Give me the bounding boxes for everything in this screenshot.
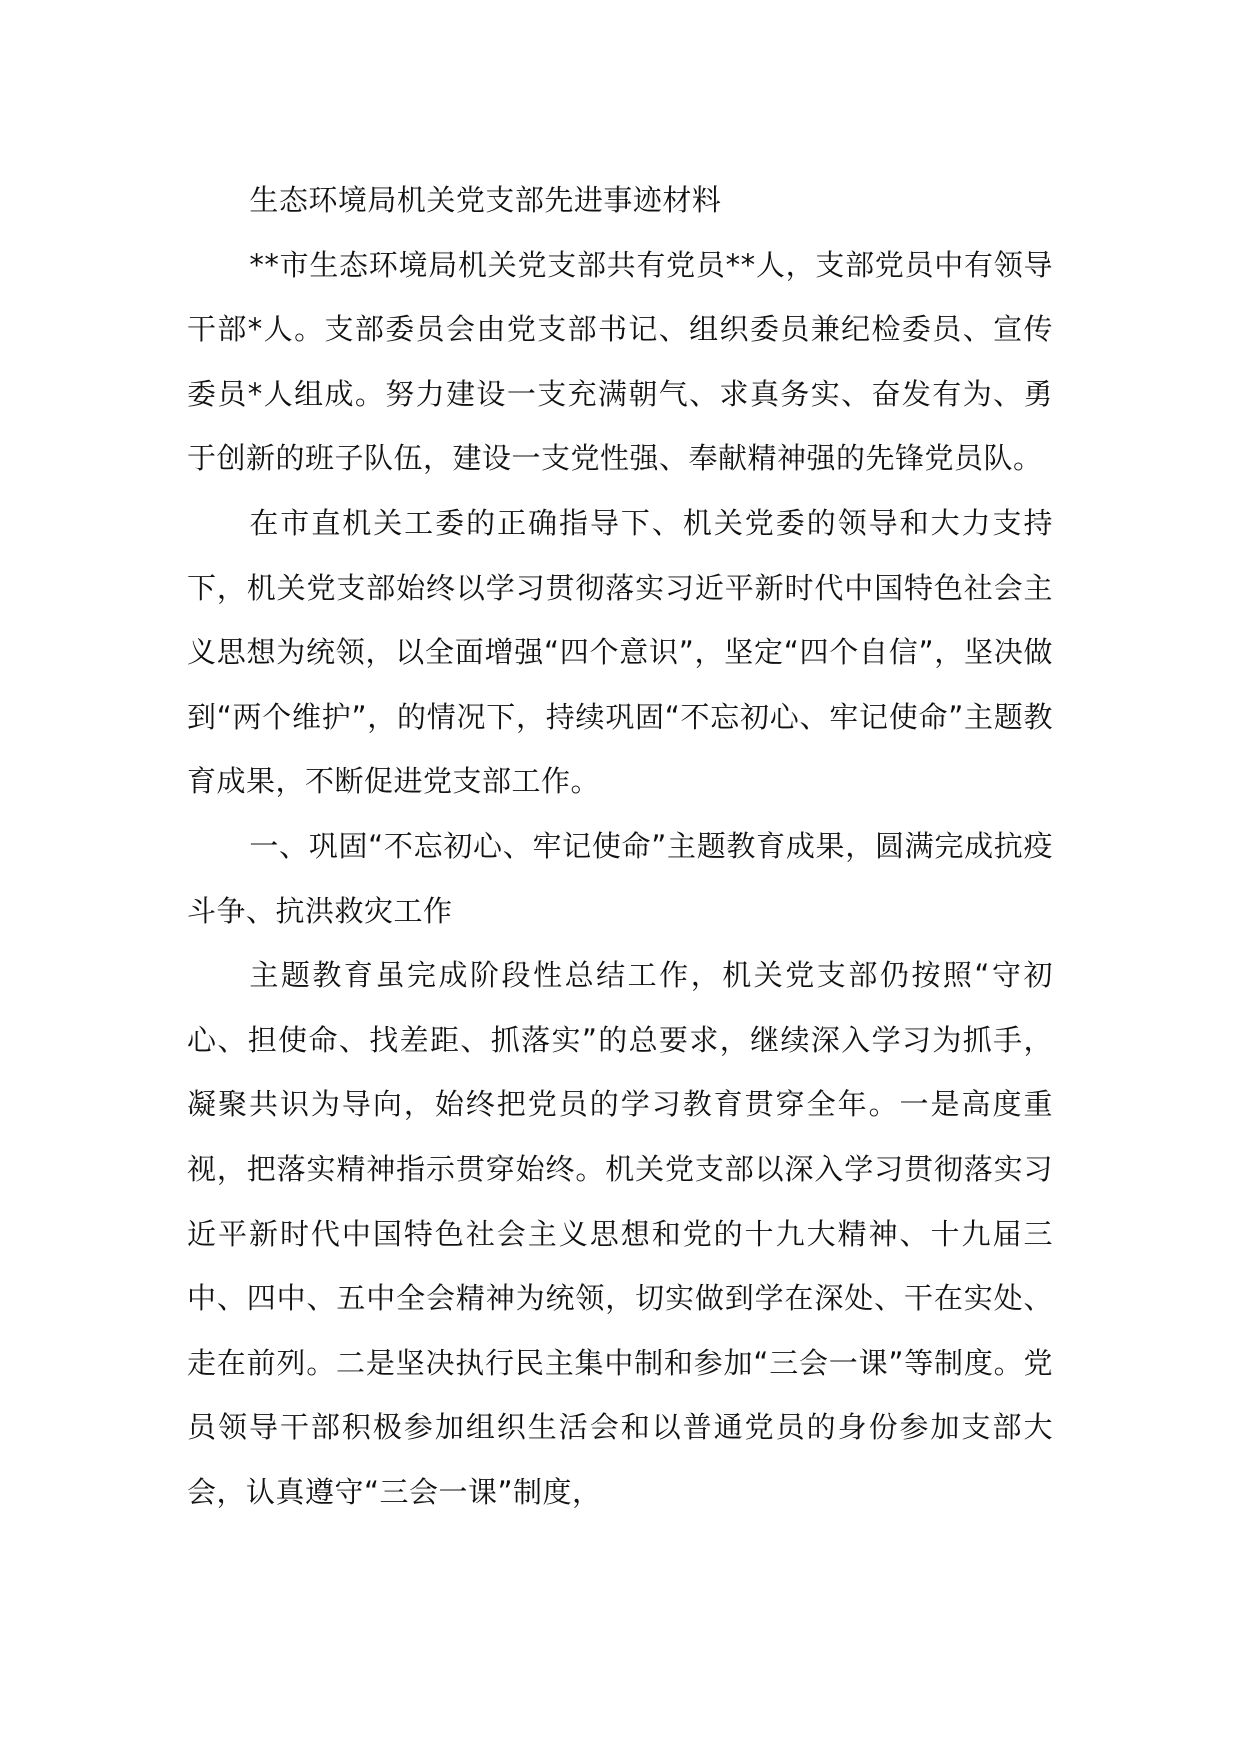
- paragraph-guidance: 在市直机关工委的正确指导下、机关党委的领导和大力支持下，机关党支部始终以学习贯彻落实习近平新时代中国特色社会主义思想为统领，以全面增强“四个意识”，坚定“四个自信”，坚决做到“两个维护”，的情况下，持续巩固“不忘初心、牢记使命”主题教育成果，不断促进党支部工作。: [187, 505, 1053, 799]
- document-body: [187, 168, 1053, 1524]
- document-title: 生态环境局机关党支部先进事迹材料: [249, 183, 722, 217]
- paragraph-intro: **市生态环境局机关党支部共有党员**人，支部党员中有领导干部*人。支部委员会由党支部书记、组织委员兼纪检委员、宣传委员*人组成。努力建设一支充满朝气、求真务实、奋发有为、勇于创新的班子队伍，建设一支党性强、奉献精神强的先锋党员队。: [187, 247, 1053, 476]
- paragraph-education: 主题教育虽完成阶段性总结工作，机关党支部仍按照“守初心、担使命、找差距、抓落实”的总要求，继续深入学习为抓手，凝聚共识为导向，始终把党员的学习教育贯穿全年。一是高度重视，把落实精神指示贯穿始终。机关党支部以深入学习贯彻落实习近平新时代中国特色社会主义思想和党的十九大精神、十九届三中、四中、五中全会精神为统领，切实做到学在深处、干在实处、走在前列。二是坚决执行民主集中制和参加“三会一课”等制度。党员领导干部积极参加组织生活会和以普通党员的身份参加支部大会，认真遵守“三会一课”制度，: [187, 958, 1053, 1509]
- section-heading-one: 一、巩固“不忘初心、牢记使命”主题教育成果，圆满完成抗疫斗争、抗洪救灾工作: [187, 828, 1053, 928]
